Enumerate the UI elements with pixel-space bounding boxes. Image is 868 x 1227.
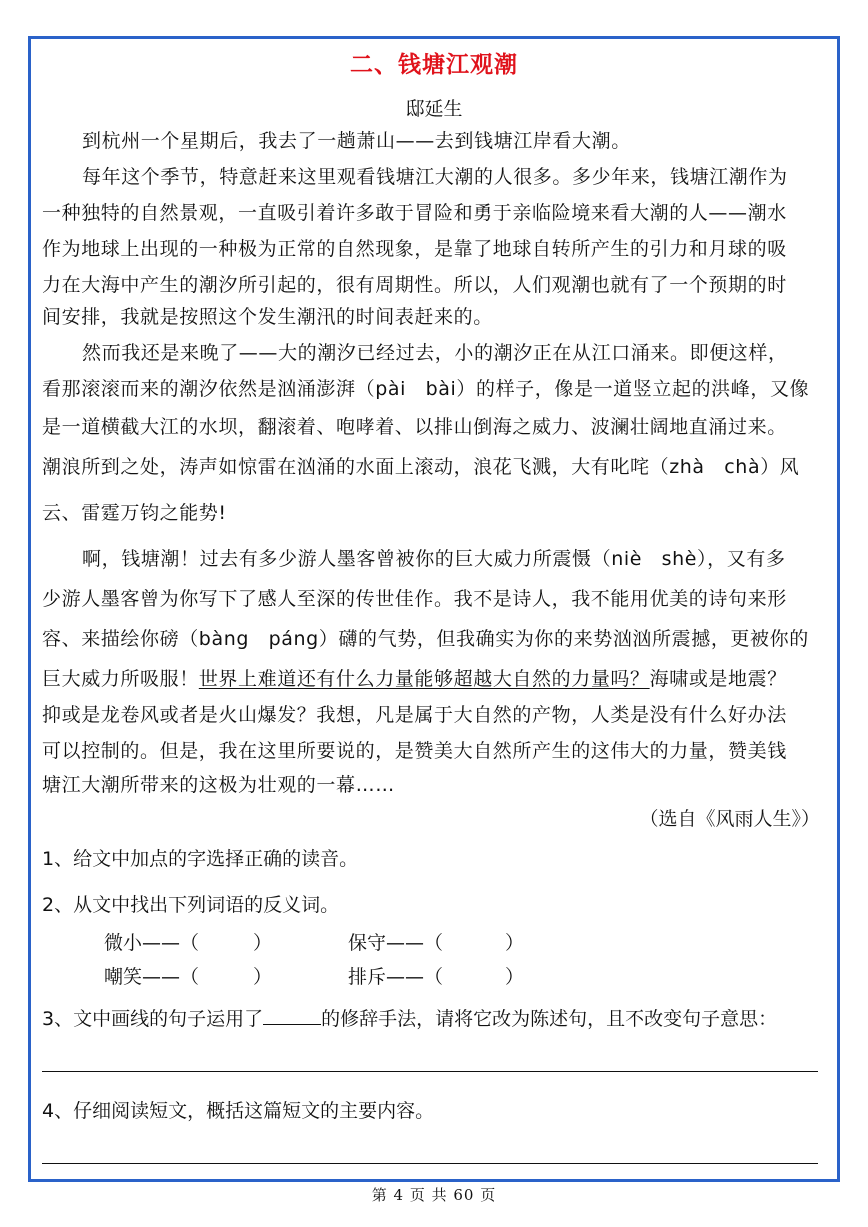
text-segment: 巨大威力所吸服！ (42, 668, 199, 690)
antonym-close: ） (505, 932, 525, 954)
question-3-prefix: 3、文中画线的句子运用了 (42, 1008, 264, 1030)
antonym-item (104, 928, 272, 955)
paragraph-3-line: 看那滚滚而来的潮汐依然是汹涌澎湃（pài bài）的样子，像是一道竖立起的洪峰，又像 (42, 378, 810, 400)
paragraph-3-line: 潮浪所到之处，涛声如惊雷在汹涌的水面上滚动，浪花飞溅，大有叱咤（zhà chà）风 (42, 456, 800, 478)
paragraph-4-line: 抑或是龙卷风或者是火山爆发？我想，凡是属于大自然的产物，人类是没有什么好办法 (42, 704, 787, 726)
antonym-item (348, 962, 524, 989)
question-3 (42, 1004, 777, 1031)
underlined-sentence: 世界上难道还有什么力量能够超越大自然的力量吗？ (198, 668, 650, 690)
antonym-word: 保守——（ (348, 932, 444, 954)
question-4: 4、仔细阅读短文，概括这篇短文的主要内容。 (42, 1100, 435, 1122)
paragraph-3-line: 然而我还是来晚了——大的潮汐已经过去，小的潮汐正在从江口涌来。即便这样， (82, 342, 788, 364)
text-segment: 海啸或是地震？ (649, 668, 787, 690)
paragraph-2-line: 作为地球上出现的一种极为正常的自然现象，是靠了地球自转所产生的引力和月球的吸 (42, 238, 787, 260)
antonym-word: 嘲笑——（ (104, 966, 200, 988)
antonym-close: ） (505, 966, 525, 988)
paragraph-4-line (42, 666, 787, 692)
antonym-item (104, 962, 272, 989)
antonym-word: 排斥——（ (348, 966, 444, 988)
antonym-word: 微小——（ (104, 932, 200, 954)
rhetoric-blank[interactable] (263, 1006, 321, 1025)
source-citation: （选自《风雨人生》） (639, 808, 820, 830)
antonym-close: ） (253, 966, 273, 988)
paragraph-4-line: 少游人墨客曾为你写下了感人至深的传世佳作。我不是诗人，我不能用优美的诗句来形 (42, 588, 787, 610)
paragraph-1: 到杭州一个星期后，我去了一趟萧山——去到钱塘江岸看大潮。 (82, 130, 631, 152)
antonym-close: ） (253, 932, 273, 954)
page-number: 第 4 页 共 60 页 (371, 1186, 497, 1204)
paragraph-4-line: 容、来描绘你磅（bàng páng）礴的气势，但我确实为你的来势汹汹所震撼，更被你的 (42, 628, 809, 650)
author-name: 邸延生 (405, 98, 463, 120)
answer-line[interactable] (42, 1163, 818, 1164)
question-2: 2、从文中找出下列词语的反义词。 (42, 894, 340, 916)
paragraph-2-line: 每年这个季节，特意赶来这里观看钱塘江大潮的人很多。多少年来，钱塘江潮作为 (82, 166, 788, 188)
paragraph-4-line: 啊，钱塘潮！过去有多少游人墨客曾被你的巨大威力所震慑（niè shè），又有多 (82, 548, 786, 570)
paragraph-4-line: 可以控制的。但是，我在这里所要说的，是赞美大自然所产生的这伟大的力量，赞美钱 (42, 740, 787, 762)
paragraph-2-line: 间安排，我就是按照这个发生潮汛的时间表赶来的。 (42, 306, 493, 328)
answer-line[interactable] (42, 1071, 818, 1072)
question-3-suffix: 的修辞手法，请将它改为陈述句，且不改变句子意思： (321, 1008, 778, 1030)
paragraph-4-line: 塘江大潮所带来的这极为壮观的一幕…… (42, 774, 395, 796)
page-title: 二、钱塘江观潮 (350, 52, 518, 78)
paragraph-2-line: 力在大海中产生的潮汐所引起的，很有周期性。所以，人们观潮也就有了一个预期的时 (42, 274, 787, 296)
paragraph-3-line: 云、雷霆万钧之能势! (42, 502, 227, 524)
question-1: 1、给文中加点的字选择正确的读音。 (42, 848, 359, 870)
antonym-item (348, 928, 524, 955)
paragraph-2-line: 一种独特的自然景观，一直吸引着许多敢于冒险和勇于亲临险境来看大潮的人——潮水 (42, 202, 787, 224)
paragraph-3-line: 是一道横截大江的水坝，翻滚着、咆哮着、以排山倒海之威力、波澜壮阔地直涌过来。 (42, 416, 787, 438)
